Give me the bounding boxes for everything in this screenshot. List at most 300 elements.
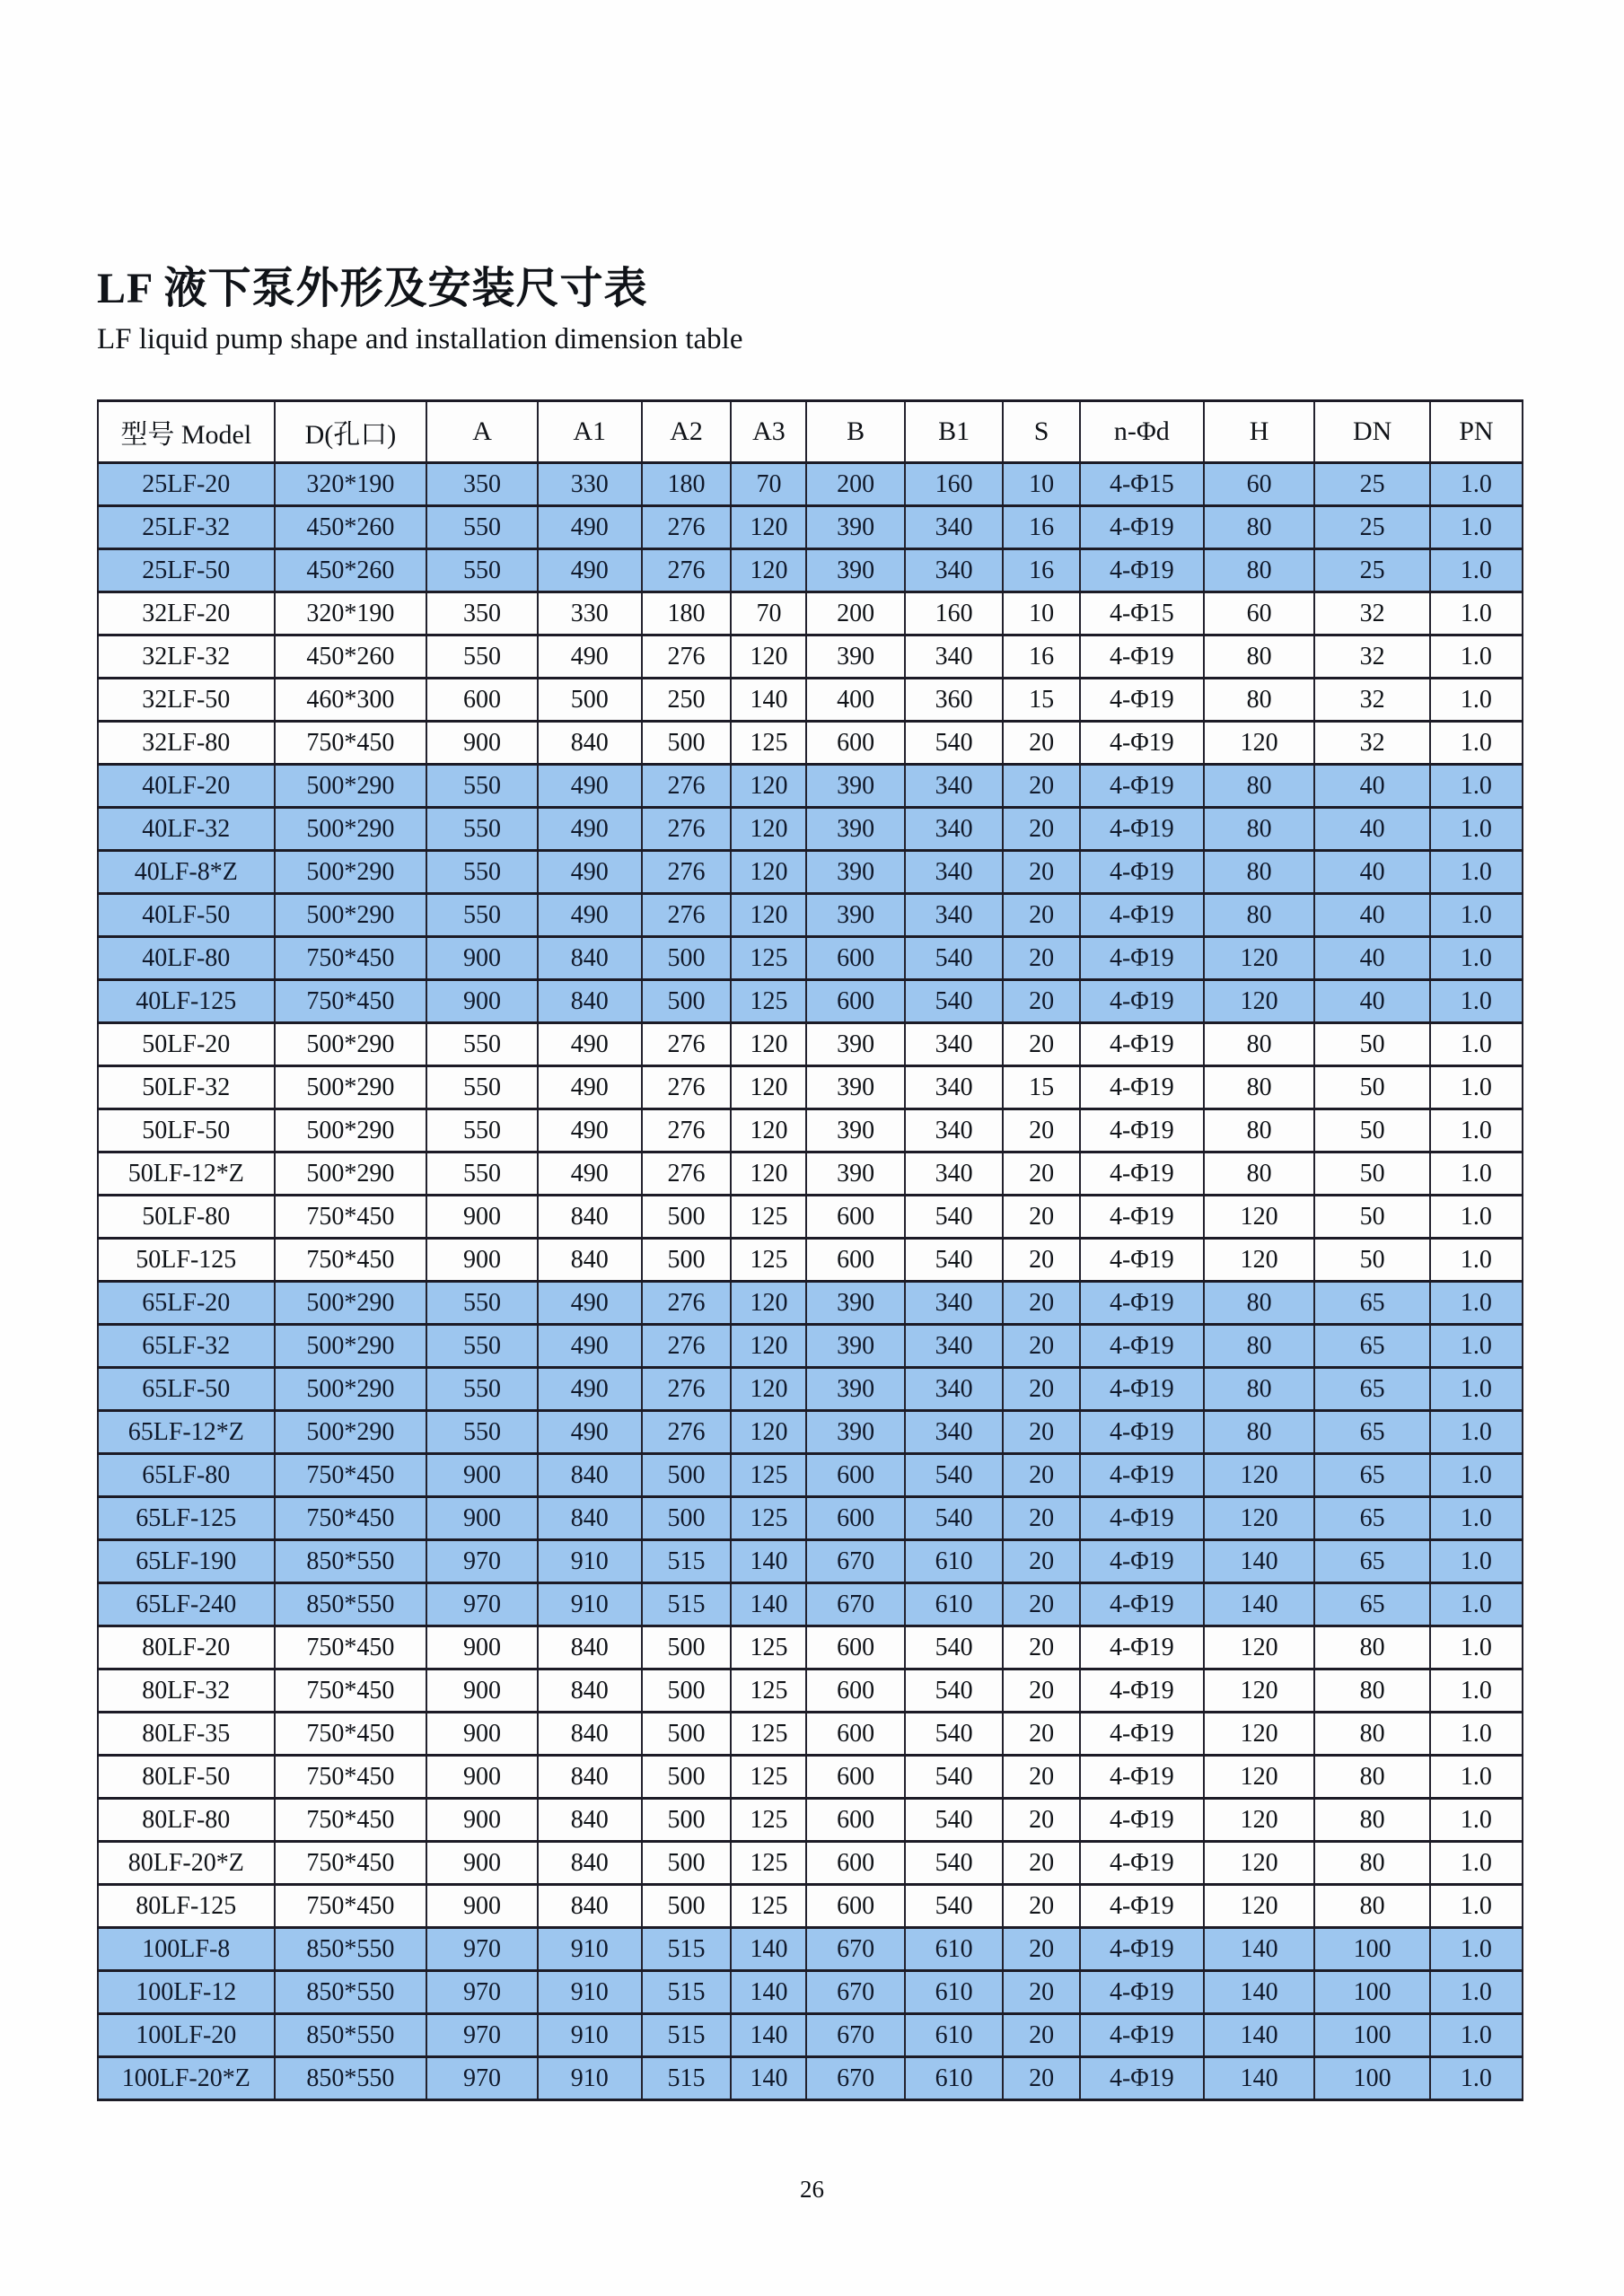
value-cell: 65 [1314,1325,1429,1368]
value-cell: 390 [806,1066,904,1109]
value-cell: 350 [426,463,538,506]
model-cell: 80LF-20*Z [98,1842,275,1885]
value-cell: 125 [731,1196,806,1239]
value-cell: 550 [426,506,538,549]
value-cell: 1.0 [1430,980,1523,1023]
value-cell: 20 [1003,1497,1080,1540]
value-cell: 450*260 [275,635,427,679]
value-cell: 120 [1204,1454,1315,1497]
value-cell: 500*290 [275,1152,427,1196]
value-cell: 1.0 [1430,722,1523,765]
table-row [98,765,1523,808]
value-cell: 600 [806,722,904,765]
value-cell: 340 [905,1411,1003,1454]
value-cell: 4-Φ19 [1080,1885,1204,1928]
value-cell: 900 [426,980,538,1023]
value-cell: 4-Φ19 [1080,808,1204,851]
value-cell: 500 [642,1842,732,1885]
value-cell: 20 [1003,1325,1080,1368]
model-cell: 50LF-50 [98,1109,275,1152]
column-header: 型号 Model [98,401,275,463]
value-cell: 500 [642,1799,732,1842]
value-cell: 40 [1314,808,1429,851]
value-cell: 120 [1204,1239,1315,1282]
model-cell: 25LF-20 [98,463,275,506]
value-cell: 16 [1003,635,1080,679]
model-cell: 40LF-20 [98,765,275,808]
value-cell: 160 [905,463,1003,506]
value-cell: 1.0 [1430,1626,1523,1669]
value-cell: 840 [538,1239,642,1282]
value-cell: 910 [538,1971,642,2014]
value-cell: 276 [642,1152,732,1196]
value-cell: 840 [538,1713,642,1756]
value-cell: 850*550 [275,2057,427,2100]
column-header: A [426,401,538,463]
value-cell: 4-Φ19 [1080,1411,1204,1454]
value-cell: 910 [538,2014,642,2057]
value-cell: 550 [426,1152,538,1196]
value-cell: 340 [905,1282,1003,1325]
value-cell: 120 [1204,1885,1315,1928]
value-cell: 20 [1003,1713,1080,1756]
value-cell: 500 [642,1454,732,1497]
value-cell: 125 [731,1454,806,1497]
value-cell: 80 [1314,1713,1429,1756]
value-cell: 50 [1314,1152,1429,1196]
value-cell: 610 [905,1971,1003,2014]
value-cell: 120 [731,506,806,549]
value-cell: 140 [731,2057,806,2100]
table-row [98,1756,1523,1799]
value-cell: 140 [1204,1583,1315,1626]
value-cell: 400 [806,679,904,722]
value-cell: 120 [731,1282,806,1325]
value-cell: 4-Φ19 [1080,1152,1204,1196]
value-cell: 50 [1314,1196,1429,1239]
value-cell: 550 [426,549,538,592]
value-cell: 360 [905,679,1003,722]
value-cell: 490 [538,506,642,549]
value-cell: 1.0 [1430,635,1523,679]
value-cell: 20 [1003,1109,1080,1152]
value-cell: 20 [1003,1842,1080,1885]
value-cell: 4-Φ19 [1080,1842,1204,1885]
value-cell: 900 [426,1626,538,1669]
value-cell: 20 [1003,1885,1080,1928]
value-cell: 4-Φ19 [1080,549,1204,592]
value-cell: 350 [426,592,538,635]
value-cell: 32 [1314,722,1429,765]
value-cell: 840 [538,1669,642,1713]
value-cell: 32 [1314,635,1429,679]
column-header: DN [1314,401,1429,463]
table-row [98,1540,1523,1583]
value-cell: 250 [642,679,732,722]
value-cell: 1.0 [1430,1368,1523,1411]
value-cell: 120 [731,1411,806,1454]
value-cell: 550 [426,851,538,894]
value-cell: 120 [731,765,806,808]
value-cell: 840 [538,1756,642,1799]
value-cell: 16 [1003,506,1080,549]
page-subtitle: LF liquid pump shape and installation dimension table [97,323,743,355]
value-cell: 500*290 [275,1023,427,1066]
value-cell: 20 [1003,1626,1080,1669]
value-cell: 20 [1003,1023,1080,1066]
table-row [98,808,1523,851]
value-cell: 1.0 [1430,1023,1523,1066]
value-cell: 750*450 [275,1713,427,1756]
value-cell: 125 [731,937,806,980]
value-cell: 4-Φ19 [1080,2057,1204,2100]
value-cell: 80 [1314,1885,1429,1928]
value-cell: 4-Φ19 [1080,1023,1204,1066]
column-header: H [1204,401,1315,463]
value-cell: 900 [426,722,538,765]
value-cell: 4-Φ19 [1080,2014,1204,2057]
value-cell: 1.0 [1430,1282,1523,1325]
value-cell: 840 [538,1196,642,1239]
model-cell: 50LF-20 [98,1023,275,1066]
value-cell: 500 [642,980,732,1023]
table-row [98,1066,1523,1109]
value-cell: 20 [1003,1669,1080,1713]
value-cell: 840 [538,1626,642,1669]
value-cell: 80 [1204,1023,1315,1066]
value-cell: 970 [426,1971,538,2014]
value-cell: 540 [905,1713,1003,1756]
value-cell: 490 [538,1023,642,1066]
value-cell: 1.0 [1430,1713,1523,1756]
value-cell: 610 [905,2057,1003,2100]
value-cell: 390 [806,635,904,679]
value-cell: 540 [905,1669,1003,1713]
value-cell: 550 [426,635,538,679]
value-cell: 40 [1314,980,1429,1023]
value-cell: 600 [806,1885,904,1928]
value-cell: 970 [426,1540,538,1583]
table-row [98,1583,1523,1626]
table-row [98,592,1523,635]
table-row [98,463,1523,506]
value-cell: 15 [1003,1066,1080,1109]
value-cell: 900 [426,937,538,980]
value-cell: 40 [1314,851,1429,894]
dimension-table [97,399,1523,2101]
value-cell: 120 [731,1152,806,1196]
value-cell: 125 [731,1626,806,1669]
value-cell: 1.0 [1430,506,1523,549]
value-cell: 120 [1204,1196,1315,1239]
value-cell: 20 [1003,1971,1080,2014]
value-cell: 80 [1204,1411,1315,1454]
value-cell: 20 [1003,2014,1080,2057]
value-cell: 340 [905,765,1003,808]
model-cell: 80LF-80 [98,1799,275,1842]
value-cell: 1.0 [1430,549,1523,592]
value-cell: 20 [1003,980,1080,1023]
value-cell: 4-Φ19 [1080,1583,1204,1626]
value-cell: 750*450 [275,1799,427,1842]
value-cell: 80 [1314,1799,1429,1842]
model-cell: 100LF-20*Z [98,2057,275,2100]
table-row [98,1411,1523,1454]
value-cell: 390 [806,1282,904,1325]
value-cell: 4-Φ19 [1080,1928,1204,1971]
value-cell: 120 [1204,722,1315,765]
value-cell: 450*260 [275,549,427,592]
value-cell: 500 [642,1669,732,1713]
column-header: S [1003,401,1080,463]
table-row [98,1239,1523,1282]
value-cell: 4-Φ19 [1080,1454,1204,1497]
value-cell: 750*450 [275,1497,427,1540]
value-cell: 610 [905,1583,1003,1626]
page-number: 26 [800,2176,824,2203]
value-cell: 4-Φ19 [1080,980,1204,1023]
value-cell: 1.0 [1430,463,1523,506]
table-row [98,1497,1523,1540]
value-cell: 550 [426,1282,538,1325]
value-cell: 50 [1314,1239,1429,1282]
model-cell: 80LF-125 [98,1885,275,1928]
value-cell: 540 [905,722,1003,765]
table-row [98,894,1523,937]
value-cell: 80 [1314,1756,1429,1799]
value-cell: 1.0 [1430,1928,1523,1971]
column-header: A1 [538,401,642,463]
value-cell: 550 [426,1411,538,1454]
value-cell: 490 [538,1325,642,1368]
value-cell: 1.0 [1430,808,1523,851]
model-cell: 50LF-12*Z [98,1152,275,1196]
value-cell: 1.0 [1430,1885,1523,1928]
value-cell: 140 [731,679,806,722]
value-cell: 32 [1314,592,1429,635]
model-cell: 40LF-80 [98,937,275,980]
model-cell: 32LF-80 [98,722,275,765]
value-cell: 540 [905,1239,1003,1282]
model-cell: 65LF-12*Z [98,1411,275,1454]
model-cell: 50LF-32 [98,1066,275,1109]
value-cell: 120 [1204,1799,1315,1842]
value-cell: 500 [642,1713,732,1756]
value-cell: 900 [426,1196,538,1239]
value-cell: 120 [1204,1756,1315,1799]
value-cell: 20 [1003,2057,1080,2100]
value-cell: 550 [426,1368,538,1411]
table-header [98,401,1523,463]
value-cell: 840 [538,1842,642,1885]
value-cell: 70 [731,592,806,635]
value-cell: 340 [905,1325,1003,1368]
value-cell: 970 [426,2014,538,2057]
value-cell: 125 [731,1497,806,1540]
value-cell: 40 [1314,894,1429,937]
value-cell: 140 [731,1540,806,1583]
value-cell: 900 [426,1713,538,1756]
value-cell: 550 [426,1109,538,1152]
model-cell: 32LF-50 [98,679,275,722]
value-cell: 900 [426,1756,538,1799]
value-cell: 16 [1003,549,1080,592]
value-cell: 500*290 [275,894,427,937]
value-cell: 15 [1003,679,1080,722]
value-cell: 120 [1204,1713,1315,1756]
value-cell: 20 [1003,1282,1080,1325]
value-cell: 120 [1204,980,1315,1023]
value-cell: 515 [642,1540,732,1583]
value-cell: 1.0 [1430,851,1523,894]
value-cell: 670 [806,2057,904,2100]
value-cell: 80 [1204,549,1315,592]
value-cell: 60 [1204,592,1315,635]
value-cell: 390 [806,808,904,851]
model-cell: 65LF-190 [98,1540,275,1583]
value-cell: 65 [1314,1368,1429,1411]
value-cell: 340 [905,1066,1003,1109]
value-cell: 20 [1003,1239,1080,1282]
value-cell: 910 [538,2057,642,2100]
value-cell: 490 [538,894,642,937]
value-cell: 50 [1314,1109,1429,1152]
column-header: B1 [905,401,1003,463]
value-cell: 750*450 [275,1669,427,1713]
value-cell: 490 [538,1368,642,1411]
value-cell: 1.0 [1430,1325,1523,1368]
value-cell: 276 [642,549,732,592]
value-cell: 970 [426,1928,538,1971]
value-cell: 140 [731,2014,806,2057]
value-cell: 276 [642,765,732,808]
model-cell: 100LF-20 [98,2014,275,2057]
value-cell: 490 [538,1066,642,1109]
value-cell: 550 [426,1066,538,1109]
value-cell: 540 [905,1626,1003,1669]
value-cell: 125 [731,722,806,765]
value-cell: 180 [642,592,732,635]
value-cell: 120 [731,1109,806,1152]
value-cell: 4-Φ19 [1080,1626,1204,1669]
value-cell: 4-Φ19 [1080,1282,1204,1325]
value-cell: 340 [905,851,1003,894]
value-cell: 1.0 [1430,1411,1523,1454]
value-cell: 500 [642,722,732,765]
table-row [98,2057,1523,2100]
value-cell: 840 [538,722,642,765]
value-cell: 80 [1204,808,1315,851]
value-cell: 80 [1204,1152,1315,1196]
value-cell: 390 [806,1368,904,1411]
model-cell: 50LF-80 [98,1196,275,1239]
model-cell: 32LF-32 [98,635,275,679]
value-cell: 500 [538,679,642,722]
value-cell: 1.0 [1430,679,1523,722]
value-cell: 120 [731,894,806,937]
value-cell: 20 [1003,1454,1080,1497]
value-cell: 20 [1003,1583,1080,1626]
value-cell: 20 [1003,1928,1080,1971]
value-cell: 970 [426,2057,538,2100]
value-cell: 500*290 [275,1368,427,1411]
model-cell: 25LF-32 [98,506,275,549]
value-cell: 540 [905,1454,1003,1497]
value-cell: 80 [1204,1368,1315,1411]
value-cell: 600 [806,937,904,980]
model-cell: 40LF-50 [98,894,275,937]
value-cell: 276 [642,1023,732,1066]
value-cell: 610 [905,1928,1003,1971]
value-cell: 390 [806,1411,904,1454]
value-cell: 120 [1204,1497,1315,1540]
value-cell: 25 [1314,506,1429,549]
value-cell: 40 [1314,937,1429,980]
value-cell: 910 [538,1928,642,1971]
value-cell: 180 [642,463,732,506]
value-cell: 600 [806,1196,904,1239]
value-cell: 540 [905,1196,1003,1239]
table-body [98,463,1523,2100]
value-cell: 390 [806,1023,904,1066]
value-cell: 20 [1003,937,1080,980]
value-cell: 490 [538,1411,642,1454]
value-cell: 4-Φ19 [1080,635,1204,679]
table-row [98,1023,1523,1066]
value-cell: 125 [731,980,806,1023]
value-cell: 515 [642,1971,732,2014]
table-row [98,1713,1523,1756]
table-row [98,1454,1523,1497]
model-cell: 40LF-32 [98,808,275,851]
value-cell: 1.0 [1430,1842,1523,1885]
value-cell: 1.0 [1430,1540,1523,1583]
header-row [98,401,1523,463]
value-cell: 550 [426,1023,538,1066]
value-cell: 125 [731,1799,806,1842]
column-header: A3 [731,401,806,463]
value-cell: 500 [642,1239,732,1282]
value-cell: 4-Φ19 [1080,937,1204,980]
value-cell: 750*450 [275,1196,427,1239]
model-cell: 50LF-125 [98,1239,275,1282]
value-cell: 540 [905,937,1003,980]
model-cell: 100LF-8 [98,1928,275,1971]
value-cell: 750*450 [275,937,427,980]
value-cell: 20 [1003,894,1080,937]
value-cell: 1.0 [1430,1497,1523,1540]
model-cell: 40LF-125 [98,980,275,1023]
value-cell: 750*450 [275,1756,427,1799]
value-cell: 80 [1204,635,1315,679]
value-cell: 460*300 [275,679,427,722]
column-header: B [806,401,904,463]
model-cell: 65LF-50 [98,1368,275,1411]
value-cell: 840 [538,937,642,980]
value-cell: 20 [1003,1196,1080,1239]
value-cell: 550 [426,894,538,937]
value-cell: 1.0 [1430,1756,1523,1799]
value-cell: 750*450 [275,1626,427,1669]
model-cell: 80LF-35 [98,1713,275,1756]
value-cell: 4-Φ19 [1080,679,1204,722]
value-cell: 515 [642,2057,732,2100]
table-row [98,1971,1523,2014]
value-cell: 65 [1314,1282,1429,1325]
value-cell: 4-Φ15 [1080,592,1204,635]
value-cell: 20 [1003,765,1080,808]
value-cell: 20 [1003,1152,1080,1196]
